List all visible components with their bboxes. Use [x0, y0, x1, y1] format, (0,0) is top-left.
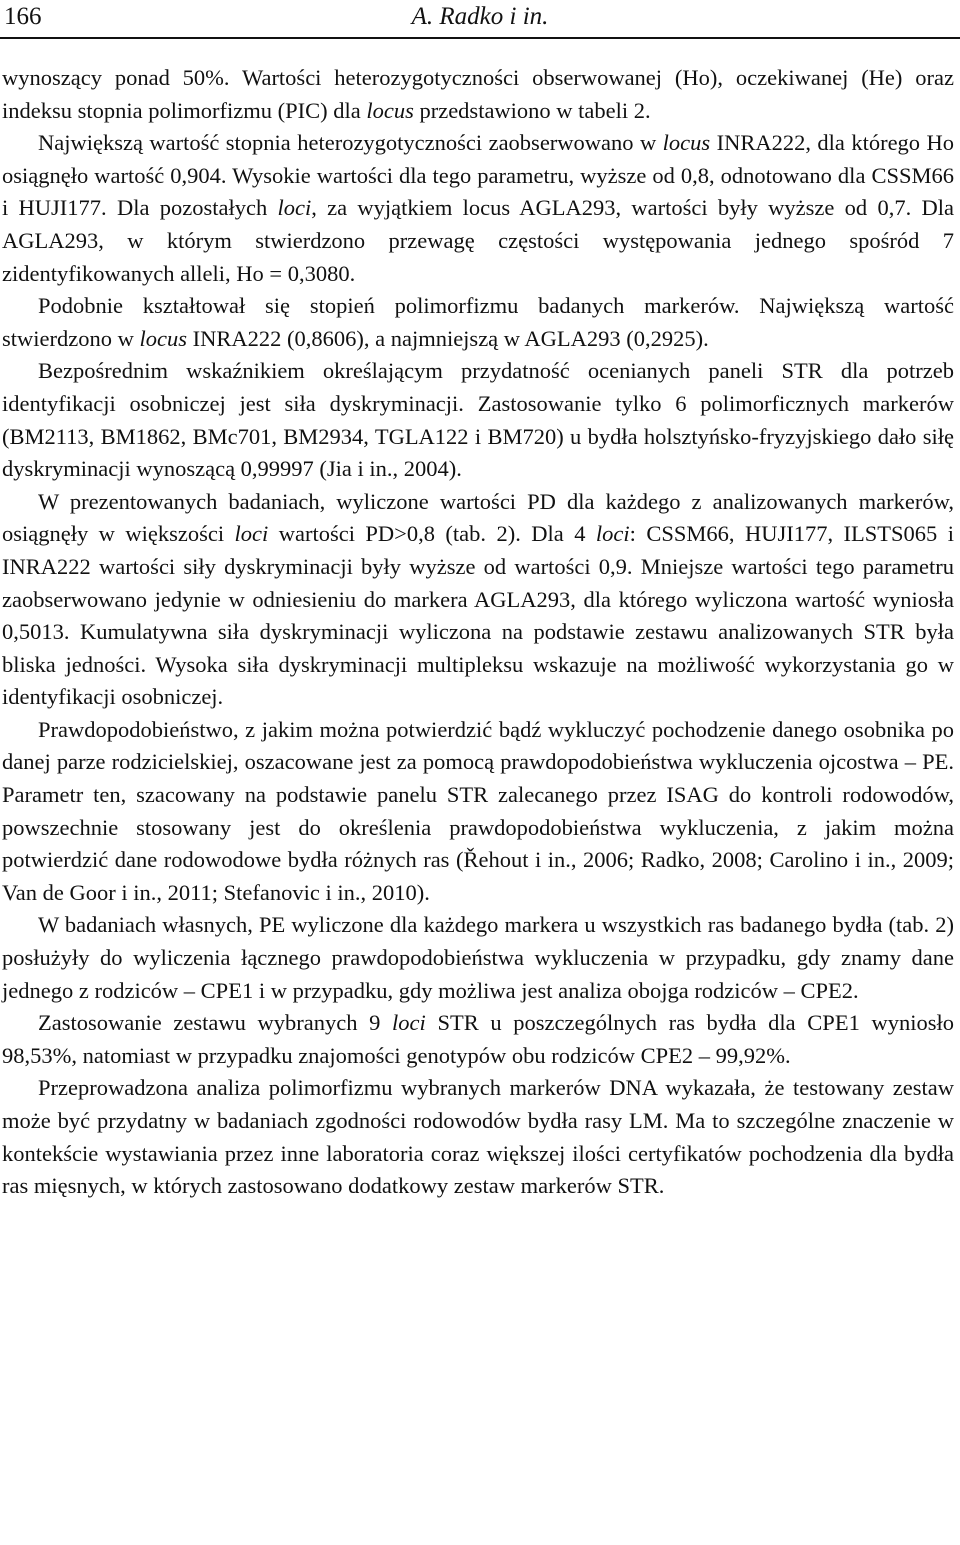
paragraph [2, 1007, 954, 1072]
paragraph [2, 1072, 954, 1202]
italic-term: loci [392, 1010, 426, 1036]
paragraph [2, 486, 954, 714]
text-run: Prawdopodobieństwo, z jakim można potwierdzić bądź wykluczyć pochodzenie danego osobnika po danej parze rodzicielskiej, oszacowane jest za pomocą prawdopodobieństwa wykluczenia ojcostwa – PE. Parametr ten, szacowany na podstawie panelu STR zalecanego przez ISAG do kontroli rodowodów, powszechnie stosowany jest do określenia prawdopodobieństwa wykluczenia, z jakim można potwierdzić dane rodowodowe bydła różnych ras (Řehout i in., 2006; Radko, 2008; Carolino i in., 2009; Van de Goor i in., 2011; Stefanovic i in., 2010). [2, 716, 954, 905]
italic-term: loci [277, 195, 312, 221]
running-head: A. Radko i in. [411, 3, 549, 30]
italic-term: locus [366, 97, 414, 123]
text-run: Największą wartość stopnia heterozygotyczności zaobserwowano w [38, 130, 663, 156]
paragraph [2, 909, 954, 1007]
paragraph [2, 290, 954, 355]
text-run: Przeprowadzona analiza polimorfizmu wybranych markerów DNA wykazała, że testowany zestaw może być przydatny w badaniach zgodności rodowodów bydła rasy LM. Ma to szczególne znaczenie w kontekście wystawiania przez inne laboratoria coraz większej ilości certyfikatów pochodzenia dla bydła ras mięsnych, w których zastosowano dodatkowy zestaw markerów STR. [2, 1075, 954, 1199]
italic-term: locus [662, 130, 711, 156]
italic-term: loci [595, 521, 630, 547]
text-run: wynoszący ponad 50%. Wartości heterozygotyczności obserwowanej (Ho), oczekiwanej (He) oraz indeksu stopnia polimorfizmu (PIC) dla [2, 65, 954, 123]
body-text [2, 62, 954, 1203]
text-run: INRA222 (0,8606), a najmniejszą w AGLA293 (0,2925). [186, 325, 709, 351]
text-run: Bezpośrednim wskaźnikiem określającym przydatność ocenianych paneli STR dla potrzeb identyfikacji osobniczej jest siła dyskryminacji. Zastosowanie tylko 6 polimorficznych markerów (BM2113, BM1862, BMc701, BM2934, TGLA122 i BM720) u bydła holsztyńsko-fryzyjskiego dało siłę dyskryminacji wynoszącą 0,99997 (Jia i in., 2004). [2, 358, 954, 482]
page-number: 166 [4, 3, 42, 30]
paragraph [2, 127, 954, 290]
italic-term: loci [234, 521, 269, 547]
text-run: , za wyjątkiem locus AGLA293, wartości były wyższe od 0,7. Dla AGLA293, w którym stwierdzono przewagę częstości występowania jednego spośród 7 zidentyfikowanych alleli, Ho = 0,3080. [2, 195, 954, 286]
text-run: W badaniach własnych, PE wyliczone dla każdego markera u wszystkich ras badanego bydła (tab. 2) posłużyły do wyliczenia łącznego prawdopodobieństwa wykluczenia w przypadku, gdy znamy dane jednego z rodziców – CPE1 i w przypadku, gdy możliwa jest analiza obojga rodziców – CPE2. [2, 912, 954, 1003]
paragraph [2, 714, 954, 910]
text-run: wartości PD>0,8 (tab. 2). Dla 4 [268, 521, 596, 547]
paragraph [2, 62, 954, 127]
text-run: przedstawiono w tabeli 2. [413, 97, 651, 123]
text-run: : CSSM66, HUJI177, ILSTS065 i INRA222 wartości siły dyskryminacji były wyższe od wartości 0,9. Mniejsze wartości tego parametru zaobserwowano jedynie w odniesieniu do markera AGLA293, dla którego wyliczona wartość wyniosła 0,5013. Kumulatywna siła dyskryminacji wyliczona na podstawie zestawu analizowanych STR była bliska jedności. Wysoka siła dyskryminacji multipleksu wskazuje na możliwość wykorzystania go w identyfikacji osobniczej. [2, 521, 954, 710]
text-run: W prezentowanych badaniach, wyliczone wartości PD dla każdego z analizowanych markerów, osiągnęły w większości [2, 488, 954, 547]
text-run: INRA222, dla którego Ho osiągnęło wartość 0,904. Wysokie wartości dla tego parametru, wyższe od 0,8, odnotowano dla CSSM66 i HUJI177. Dla pozostałych [2, 130, 954, 221]
header-rule [0, 37, 960, 39]
text-run: STR u poszczególnych ras bydła dla CPE1 wyniosło 98,53%, natomiast w przypadku znajomości genotypów obu rodziców CPE2 – 99,92%. [2, 1010, 954, 1068]
italic-term: locus [139, 325, 187, 351]
text-run: Podobnie kształtował się stopień polimorfizmu badanych markerów. Największą wartość stwierdzono w [2, 293, 954, 351]
paragraph [2, 355, 954, 485]
page-header [0, 0, 960, 40]
text-run: Zastosowanie zestawu wybranych 9 [38, 1010, 393, 1036]
